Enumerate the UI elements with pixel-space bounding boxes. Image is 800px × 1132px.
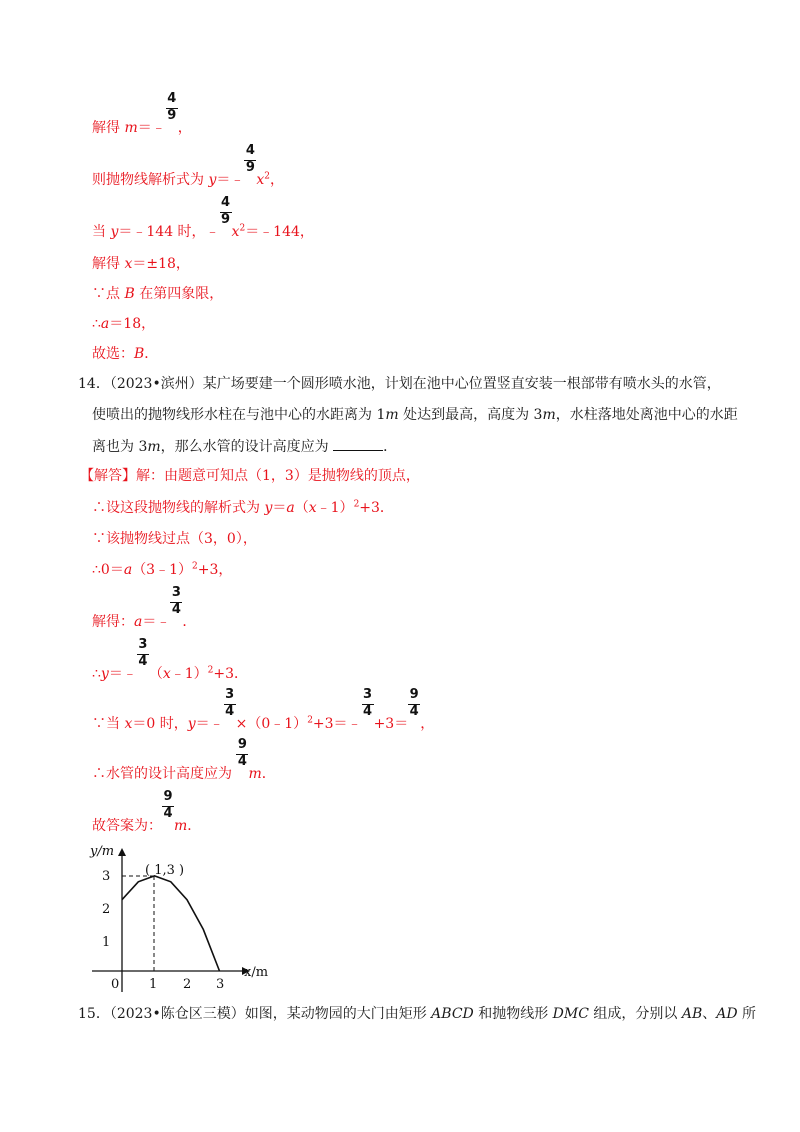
x-tick-3: 3 <box>216 977 225 992</box>
y-axis-label: y/m <box>90 844 115 859</box>
sol14-line-1: 【解答】解：由题意可知点（1，3）是抛物线的顶点， <box>80 468 420 484</box>
fraction: $\frac{9}{4}$ <box>409 687 419 719</box>
sol14-line-5: 解得：a＝﹣ $\frac{3}{4}$ ． <box>92 585 197 630</box>
sol14-line-2: ∴设这段抛物线的解析式为 y＝a（x﹣1）$^2$+3． <box>92 499 394 516</box>
fraction: $\frac{4}{9}$ <box>245 143 255 175</box>
x-axis-label: x/m <box>244 965 269 980</box>
fraction: $\frac{9}{4}$ <box>237 737 247 769</box>
sol14-line-6: ∴y＝﹣ $\frac{3}{4}$ （x﹣1）$^2$+3． <box>92 637 249 682</box>
sol14-line-4: ∴0＝a（3﹣1）$^2$+3， <box>92 561 233 578</box>
sol14-line-8: ∴水管的设计高度应为 $\frac{9}{4}$ m． <box>92 737 276 782</box>
vertex-label: ( 1,3 ) <box>145 863 185 878</box>
parabola-graph <box>82 842 292 994</box>
sol13-line-5: ∵点 B 在第四象限， <box>92 286 224 302</box>
x-tick-2: 2 <box>183 977 192 992</box>
sol14-line-3: ∵该抛物线过点（3，0）， <box>92 531 257 547</box>
fraction: $\frac{3}{4}$ <box>225 687 235 719</box>
q14-line-3: 离也为 3m，那么水管的设计高度应为 ． <box>92 436 397 457</box>
fraction: $\frac{4}{9}$ <box>221 195 231 227</box>
q15-line-1: 15．（2023•陈仓区三模）如图，某动物园的大门由矩形 ABCD 和抛物线形 DMC 组成，分别以 AB、AD 所 <box>78 1006 757 1022</box>
fraction: $\frac{3}{4}$ <box>171 585 181 617</box>
y-tick-3: 3 <box>102 869 111 884</box>
answer-blank <box>333 436 383 451</box>
sol13-line-4: 解得 x＝±18， <box>92 256 190 272</box>
sol13-line-7: 故选：B． <box>92 346 159 362</box>
sol14-line-7: ∵当 x＝0 时，y＝﹣ $\frac{3}{4}$ ×（0﹣1）$^2$+3＝﹣ $\frac{3}{4}$ +3＝ $\frac{9}{4}$ ， <box>92 687 435 732</box>
q14-line-1: 14．（2023•滨州）某广场要建一个圆形喷水池，计划在池中心位置竖直安装一根部带有喷水头的水管， <box>78 376 721 392</box>
sol13-line-6: ∴a＝18， <box>92 316 156 332</box>
q14-line-2: 使喷出的抛物线形水柱在与池中心的水距离为 1m 处达到最高，高度为 3m，水柱落地处离池中心的水距 <box>92 407 738 423</box>
y-axis-arrow <box>118 848 126 856</box>
fraction: $\frac{9}{4}$ <box>163 789 173 821</box>
answer-tag: 【解答】 <box>80 468 136 484</box>
sol13-line-2: 则抛物线解析式为 y＝﹣ $\frac{4}{9}$ $x^2$， <box>92 143 285 188</box>
parabola-curve <box>122 876 220 971</box>
x-tick-0: 0 <box>111 977 120 992</box>
fraction: $\frac{3}{4}$ <box>138 637 148 669</box>
sol13-line-3: 当 y＝﹣144 时，﹣ $\frac{4}{9}$ $x^2=﹣144$， <box>92 195 314 240</box>
sol13-line-1: 解得 m＝﹣ $\frac{4}{9}$ ， <box>92 91 192 136</box>
fraction: $\frac{4}{9}$ <box>167 91 177 123</box>
fraction: $\frac{3}{4}$ <box>363 687 373 719</box>
x-tick-1: 1 <box>149 977 158 992</box>
sol14-line-9: 故答案为： $\frac{9}{4}$ m． <box>92 789 202 834</box>
y-tick-1: 1 <box>102 935 111 950</box>
y-tick-2: 2 <box>102 902 111 917</box>
